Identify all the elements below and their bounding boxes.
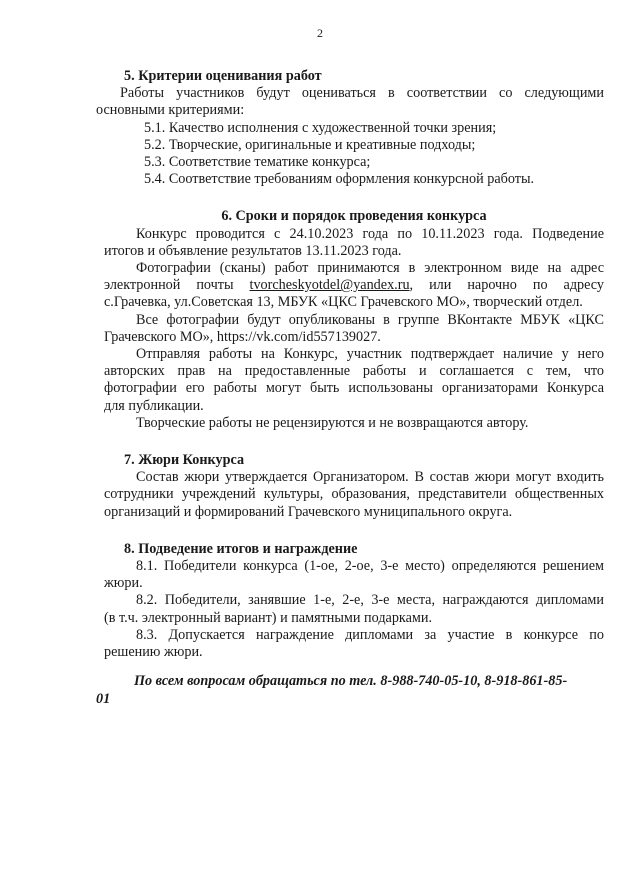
contact-footer-line-1: По всем вопросам обращаться по тел. 8-988-740-05-10, 8-918-861-85- [134, 673, 568, 689]
section-6-p4-line-3: фотографии его работы могут быть использованы организаторами Конкурса [104, 380, 604, 397]
email-link[interactable]: tvorcheskyotdel@yandex.ru [249, 277, 410, 294]
contact-footer [96, 672, 606, 708]
criterion-item-2: 5.2. Творческие, оригинальные и креативные подходы; [144, 136, 476, 153]
section-7-line-2: сотрудники учреждений культуры, образования, представители общественных [104, 486, 604, 503]
section-6-p1-line-2: итогов и объявление результатов 13.11.2023 года. [104, 242, 402, 259]
section-5-intro-line-1: Работы участников будут оцениваться в соответствии со следующими [120, 85, 604, 102]
criterion-item-3: 5.3. Соответствие тематике конкурса; [144, 154, 371, 171]
address-lead-text: , или нарочно по адресу [409, 277, 604, 294]
section-6-p1-line-1: Конкурс проводится с 24.10.2023 года по 10.11.2023 года. Подведение [136, 225, 604, 242]
section-5-intro-line-2: основными критериями: [96, 102, 245, 119]
section-8-p3-line-2: решению жюри. [104, 644, 203, 661]
page-number: 2 [317, 26, 323, 40]
section-6-p3-line-1: Все фотографии будут опубликованы в группе ВКонтакте МБУК «ЦКС [136, 311, 604, 328]
section-7-line-3: организаций и формирований Грачевского муниципального округа. [104, 503, 513, 520]
section-8-p2-line-2: (в т.ч. электронный вариант) и памятными подарками. [104, 609, 433, 626]
section-5-heading: 5. Критерии оценивания работ [124, 68, 322, 84]
section-8-p1-line-1: 8.1. Победители конкурса (1-ое, 2-ое, 3-е место) определяются решением [136, 558, 604, 575]
section-6-p4-line-2: авторских прав на предоставленные работы и соглашается с тем, что [104, 363, 604, 380]
section-8-p3-line-1: 8.3. Допускается награждение дипломами за участие в конкурсе по [136, 626, 604, 643]
document-body [96, 68, 604, 661]
section-7-line-1: Состав жюри утверждается Организатором. В состав жюри могут входить [136, 469, 604, 486]
section-6-p4-line-1: Отправляя работы на Конкурс, участник подтверждает наличие у него [136, 346, 604, 363]
section-7-heading: 7. Жюри Конкурса [124, 452, 245, 469]
section-6-p3-line-2: Грачевского МО», https://vk.com/id557139027. [104, 328, 381, 345]
section-6-heading: 6. Сроки и порядок проведения конкурса [221, 208, 487, 225]
criterion-item-4: 5.4. Соответствие требованиям оформления конкурсной работы. [144, 171, 535, 188]
section-6-p2-line-3: с.Грачевка, ул.Советская 13, МБУК «ЦКС Грачевского МО», творческий отдел. [104, 294, 583, 311]
section-6-p4-line-4: для публикации. [104, 397, 204, 414]
section-6-p5: Творческие работы не рецензируются и не возвращаются автору. [136, 414, 529, 431]
section-8-p2-line-1: 8.2. Победители, занявшие 1-е, 2-е, 3-е места, награждаются дипломами [136, 592, 604, 609]
section-6-p2-line-1: Фотографии (сканы) работ принимаются в электронном виде на адрес [136, 260, 604, 277]
section-8-heading: 8. Подведение итогов и награждение [124, 540, 358, 557]
email-label-text: электронной почты [104, 277, 250, 294]
section-6-p2-line-2 [104, 277, 604, 294]
contact-footer-line-2: 01 [96, 691, 111, 707]
section-8-p1-line-2: жюри. [104, 575, 143, 592]
criterion-item-1: 5.1. Качество исполнения с художественной точки зрения; [144, 119, 497, 136]
